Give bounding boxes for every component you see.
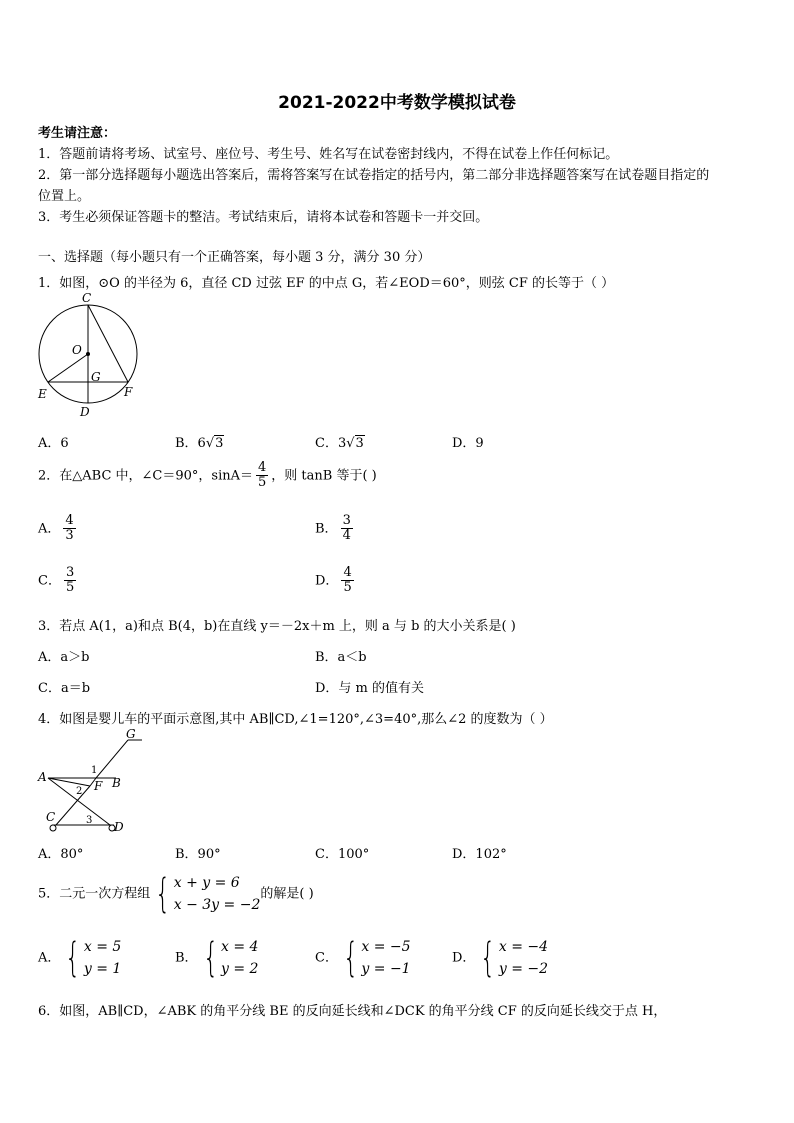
label-c: C (46, 810, 56, 824)
q5-option-d[interactable]: D． { x = −4 y = −2 (452, 935, 549, 981)
label-angle-1: 1 (91, 765, 98, 776)
label-e: E (38, 387, 47, 401)
q2-option-c[interactable]: C． $\frac{3}{5}$ (38, 565, 75, 596)
page-title: 2021-2022中考数学模拟试卷 (278, 93, 516, 113)
q1-option-d[interactable]: D．9 (452, 436, 484, 451)
label-g: G (126, 728, 136, 741)
q3-option-d[interactable]: D．与 m 的值有关 (315, 681, 425, 696)
notice-item: 位置上。 (38, 189, 91, 204)
label-a: A (38, 770, 47, 784)
stroller-diagram (34, 728, 154, 836)
label-b: B (112, 776, 121, 790)
label-c: C (82, 291, 92, 305)
question-1-stem: 1．如图，⊙O 的半径为 6，直径 CD 过弦 EF 的中点 G，若∠EOD＝60°，则弦 CF 的长等于（ ） (38, 276, 615, 291)
question-4-stem: 4．如图是婴儿车的平面示意图,其中 AB∥CD,∠1=120°,∠3=40°,那么∠2 的度数为（ ） (38, 712, 553, 727)
question-3-stem: 3．若点 A(1，a)和点 B(4，b)在直线 y＝－2x＋m 上，则 a 与 b 的大小关系是( ) (38, 619, 516, 634)
center-point (86, 352, 90, 356)
question-5-stem: 5．二元一次方程组 { x + y = 6 x − 3y = −2 的解是( ) (38, 871, 314, 917)
q4-option-c[interactable]: C．100° (315, 847, 370, 862)
q5-option-c[interactable]: C． { x = −5 y = −1 (315, 935, 411, 981)
equation-system: { x + y = 6 x − 3y = −2 (155, 871, 261, 917)
label-d: D (80, 405, 90, 419)
q3-option-b[interactable]: B．a＜b (315, 650, 367, 665)
question-2-stem: 2．在△ABC 中，∠C＝90°，sinA＝ $\frac{4}{5}$ ，则 tanB 等于( ) (38, 460, 377, 491)
circle-diagram (34, 290, 144, 420)
q5-option-a[interactable]: A． { x = 5 y = 1 (38, 935, 122, 981)
q2-option-a[interactable]: A． $\frac{4}{3}$ (38, 513, 74, 544)
segment-oe (48, 354, 88, 382)
q4-option-b[interactable]: B．90° (175, 847, 221, 862)
q2-option-b[interactable]: B． $\frac{3}{4}$ (315, 513, 351, 544)
q1-option-b[interactable]: B．6√3 (175, 436, 224, 451)
q4-option-d[interactable]: D．102° (452, 847, 507, 862)
q1-option-c[interactable]: C．3√3 (315, 436, 364, 451)
label-g: G (91, 370, 101, 384)
question-6-stem: 6．如图，AB∥CD，∠ABK 的角平分线 BE 的反向延长线和∠DCK 的角平分线 CF 的反向延长线交于点 H， (38, 1004, 667, 1019)
label-angle-2: 2 (76, 786, 83, 797)
q3-option-a[interactable]: A．a＞b (38, 650, 90, 665)
q2-option-d[interactable]: D． $\frac{4}{5}$ (315, 565, 352, 596)
label-angle-3: 3 (86, 815, 93, 826)
notice-heading: 考生请注意： (38, 126, 117, 141)
q4-option-a[interactable]: A．80° (38, 847, 84, 862)
notice-item: 2．第一部分选择题每小题选出答案后，需将答案写在试卷指定的括号内，第二部分非选择题答案写在试卷题目指定的 (38, 168, 710, 183)
notice-item: 3．考生必须保证答题卡的整洁。考试结束后，请将本试卷和答题卡一并交回。 (38, 210, 489, 225)
label-d: D (114, 820, 124, 834)
q3-option-c[interactable]: C．a＝b (38, 681, 91, 696)
q1-option-a[interactable]: A．6 (38, 436, 69, 451)
notice-item: 1．答题前请将考场、试室号、座位号、考生号、姓名写在试卷密封线内，不得在试卷上作任何标记。 (38, 147, 619, 162)
section-heading: 一、选择题（每小题只有一个正确答案，每小题 3 分，满分 30 分） (38, 250, 431, 265)
label-f: F (94, 779, 103, 793)
wheel-left (50, 825, 56, 831)
label-o: O (72, 343, 82, 357)
label-f: F (124, 385, 133, 399)
q5-option-b[interactable]: B． { x = 4 y = 2 (175, 935, 259, 981)
